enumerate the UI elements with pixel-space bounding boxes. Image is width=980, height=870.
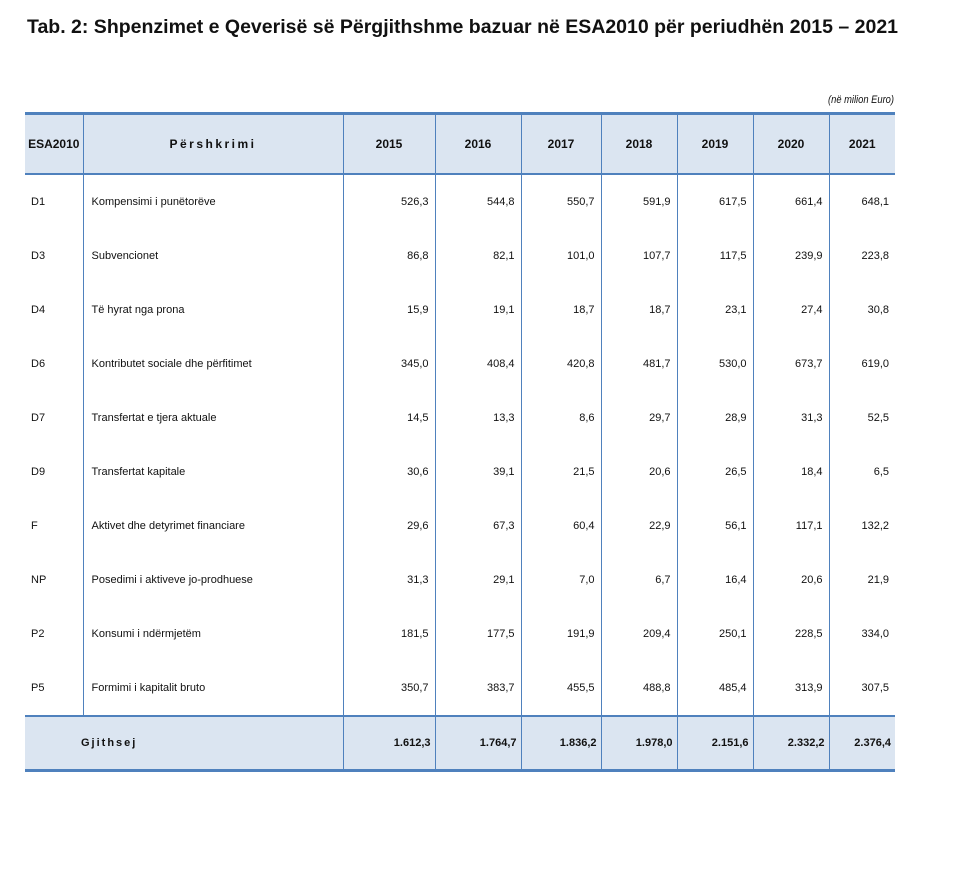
- row-code: P5: [31, 682, 45, 694]
- row-value: 117,1: [753, 499, 829, 553]
- row-value: 250,1: [677, 607, 753, 661]
- row-value: 22,9: [601, 499, 677, 553]
- table-row: [25, 661, 895, 716]
- row-value: 526,3: [343, 174, 435, 229]
- spending-table: [25, 112, 895, 772]
- row-value: 21,9: [829, 553, 895, 607]
- row-value: 30,6: [343, 445, 435, 499]
- row-value: 191,9: [521, 607, 601, 661]
- table-row: [25, 283, 895, 337]
- header-row: [25, 114, 895, 175]
- row-value: 544,8: [435, 174, 521, 229]
- row-value: 30,8: [829, 283, 895, 337]
- total-value: 1.836,2: [521, 716, 601, 771]
- total-value: 1.764,7: [435, 716, 521, 771]
- row-description: Kompensimi i punëtorëve: [83, 174, 343, 229]
- row-value: 617,5: [677, 174, 753, 229]
- row-value: 27,4: [753, 283, 829, 337]
- total-label: Gjithsej: [25, 716, 343, 771]
- row-value: 20,6: [601, 445, 677, 499]
- row-code: D3: [31, 250, 46, 262]
- header-code: ESA2010: [25, 114, 83, 175]
- row-value: 408,4: [435, 337, 521, 391]
- row-value: 6,5: [829, 445, 895, 499]
- table-row: [25, 229, 895, 283]
- total-value: 2.332,2: [753, 716, 829, 771]
- table-row: [25, 391, 895, 445]
- row-value: 350,7: [343, 661, 435, 716]
- row-description: Subvencionet: [83, 229, 343, 283]
- row-code: D1: [31, 196, 46, 208]
- row-description: Kontributet sociale dhe përfitimet: [83, 337, 343, 391]
- header-year: 2020: [753, 114, 829, 175]
- row-value: 239,9: [753, 229, 829, 283]
- total-value: 2.376,4: [829, 716, 895, 771]
- row-value: 455,5: [521, 661, 601, 716]
- row-value: 26,5: [677, 445, 753, 499]
- row-value: 223,8: [829, 229, 895, 283]
- header-description: Përshkrimi: [83, 114, 343, 175]
- row-value: 21,5: [521, 445, 601, 499]
- row-value: 29,7: [601, 391, 677, 445]
- row-value: 82,1: [435, 229, 521, 283]
- row-value: 488,8: [601, 661, 677, 716]
- row-value: 383,7: [435, 661, 521, 716]
- row-value: 209,4: [601, 607, 677, 661]
- table-row: [25, 499, 895, 553]
- row-value: 619,0: [829, 337, 895, 391]
- total-value: 2.151,6: [677, 716, 753, 771]
- row-value: 530,0: [677, 337, 753, 391]
- row-code: NP: [31, 574, 47, 586]
- row-code: F: [31, 520, 38, 532]
- row-value: 60,4: [521, 499, 601, 553]
- row-value: 228,5: [753, 607, 829, 661]
- row-value: 28,9: [677, 391, 753, 445]
- row-value: 29,1: [435, 553, 521, 607]
- row-value: 13,3: [435, 391, 521, 445]
- row-value: 177,5: [435, 607, 521, 661]
- row-description: Transfertat e tjera aktuale: [83, 391, 343, 445]
- table-title: Tab. 2: Shpenzimet e Qeverisë së Përgjithshme bazuar në ESA2010 për periudhën 2015 – 2021: [27, 16, 899, 38]
- unit-note: (në milion Euro): [828, 94, 894, 106]
- row-value: 23,1: [677, 283, 753, 337]
- header-year: 2017: [521, 114, 601, 175]
- row-value: 18,7: [601, 283, 677, 337]
- row-value: 52,5: [829, 391, 895, 445]
- total-value: 1.612,3: [343, 716, 435, 771]
- row-value: 6,7: [601, 553, 677, 607]
- row-value: 117,5: [677, 229, 753, 283]
- row-value: 56,1: [677, 499, 753, 553]
- total-row: [25, 716, 895, 771]
- row-value: 481,7: [601, 337, 677, 391]
- row-description: Transfertat kapitale: [83, 445, 343, 499]
- row-value: 31,3: [343, 553, 435, 607]
- header-year: 2019: [677, 114, 753, 175]
- row-value: 16,4: [677, 553, 753, 607]
- row-value: 181,5: [343, 607, 435, 661]
- row-value: 67,3: [435, 499, 521, 553]
- row-value: 18,7: [521, 283, 601, 337]
- row-code: P2: [31, 628, 45, 640]
- row-value: 18,4: [753, 445, 829, 499]
- row-value: 15,9: [343, 283, 435, 337]
- row-value: 20,6: [753, 553, 829, 607]
- row-value: 31,3: [753, 391, 829, 445]
- row-value: 7,0: [521, 553, 601, 607]
- row-value: 313,9: [753, 661, 829, 716]
- row-value: 86,8: [343, 229, 435, 283]
- table-row: [25, 337, 895, 391]
- row-description: Aktivet dhe detyrimet financiare: [83, 499, 343, 553]
- row-value: 307,5: [829, 661, 895, 716]
- row-value: 673,7: [753, 337, 829, 391]
- row-value: 29,6: [343, 499, 435, 553]
- table-row: [25, 174, 895, 229]
- row-value: 14,5: [343, 391, 435, 445]
- total-value: 1.978,0: [601, 716, 677, 771]
- row-value: 420,8: [521, 337, 601, 391]
- row-value: 661,4: [753, 174, 829, 229]
- header-year: 2021: [829, 114, 895, 175]
- row-description: Formimi i kapitalit bruto: [83, 661, 343, 716]
- table-row: [25, 607, 895, 661]
- row-value: 8,6: [521, 391, 601, 445]
- table-row: [25, 445, 895, 499]
- row-description: Posedimi i aktiveve jo-prodhuese: [83, 553, 343, 607]
- row-code: D7: [31, 412, 46, 424]
- row-code: D4: [31, 304, 46, 316]
- row-value: 648,1: [829, 174, 895, 229]
- table-body: [25, 174, 895, 716]
- row-code: D9: [31, 466, 46, 478]
- row-value: 39,1: [435, 445, 521, 499]
- header-year: 2016: [435, 114, 521, 175]
- table-row: [25, 553, 895, 607]
- row-description: Konsumi i ndërmjetëm: [83, 607, 343, 661]
- row-value: 132,2: [829, 499, 895, 553]
- row-value: 345,0: [343, 337, 435, 391]
- header-year: 2018: [601, 114, 677, 175]
- row-code: D6: [31, 358, 46, 370]
- row-value: 107,7: [601, 229, 677, 283]
- row-value: 19,1: [435, 283, 521, 337]
- row-value: 485,4: [677, 661, 753, 716]
- row-value: 334,0: [829, 607, 895, 661]
- row-value: 550,7: [521, 174, 601, 229]
- row-value: 101,0: [521, 229, 601, 283]
- row-description: Të hyrat nga prona: [83, 283, 343, 337]
- header-year: 2015: [343, 114, 435, 175]
- row-value: 591,9: [601, 174, 677, 229]
